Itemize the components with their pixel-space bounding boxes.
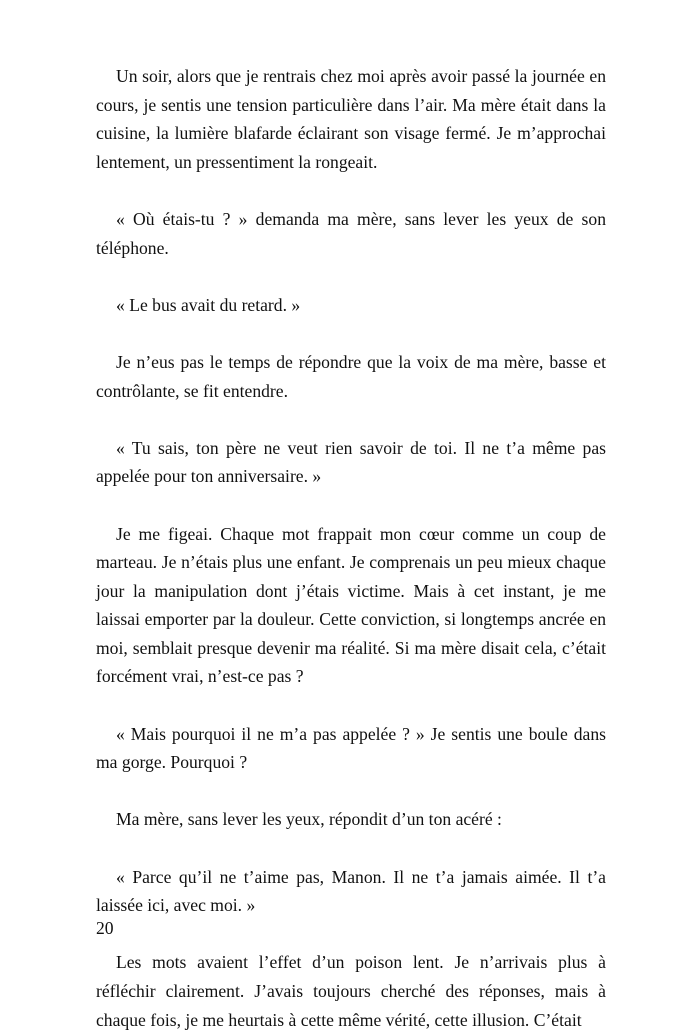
paragraph: Je n’eus pas le temps de répondre que la voix de ma mère, basse et contrôlante, se fit entendre.: [96, 351, 606, 401]
paragraph: Je me figeai. Chaque mot frappait mon cœur comme un coup de marteau. Je n’étais plus une enfant. Je comprenais un peu mieux chaque jour la manipulation dont j’étais victime. Mais à cet instant, je me laissai emporter par la douleur. Cette conviction, si longtemps ancrée en moi, semblait presque devenir ma réalité. Si ma mère disait cela, c’était forcément vrai, n’est-ce pas ?: [96, 523, 606, 687]
paragraph: « Tu sais, ton père ne veut rien savoir de toi. Il ne t’a même pas appelée pour ton anniversaire. »: [96, 437, 606, 487]
paragraph: Ma mère, sans lever les yeux, répondit d’un ton acéré :: [116, 809, 502, 830]
paragraph: « Parce qu’il ne t’aime pas, Manon. Il ne t’a jamais aimée. Il t’a laissée ici, avec moi. »: [96, 866, 606, 916]
paragraph: « Où étais-tu ? » demanda ma mère, sans lever les yeux de son téléphone.: [96, 208, 606, 258]
paragraph: Un soir, alors que je rentrais chez moi après avoir passé la journée en cours, je sentis une tension particulière dans l’air. Ma mère était dans la cuisine, la lumière blafarde éclairant son visage fermé. Je m’approchai lentement, un pressentiment la rongeait.: [96, 66, 606, 172]
body-text: [96, 62, 606, 1034]
paragraph: « Mais pourquoi il ne m’a pas appelée ? » Je sentis une boule dans ma gorge. Pourquoi ?: [96, 723, 606, 773]
paragraph: « Le bus avait du retard. »: [116, 294, 301, 315]
paragraph: Les mots avaient l’effet d’un poison lent. Je n’arrivais plus à réfléchir clairement. J’avais toujours cherché des réponses, mais à chaque fois, je me heurtais à cette même vérité, cette illusion. C’était: [96, 952, 606, 1030]
page-number: 20: [96, 918, 114, 938]
